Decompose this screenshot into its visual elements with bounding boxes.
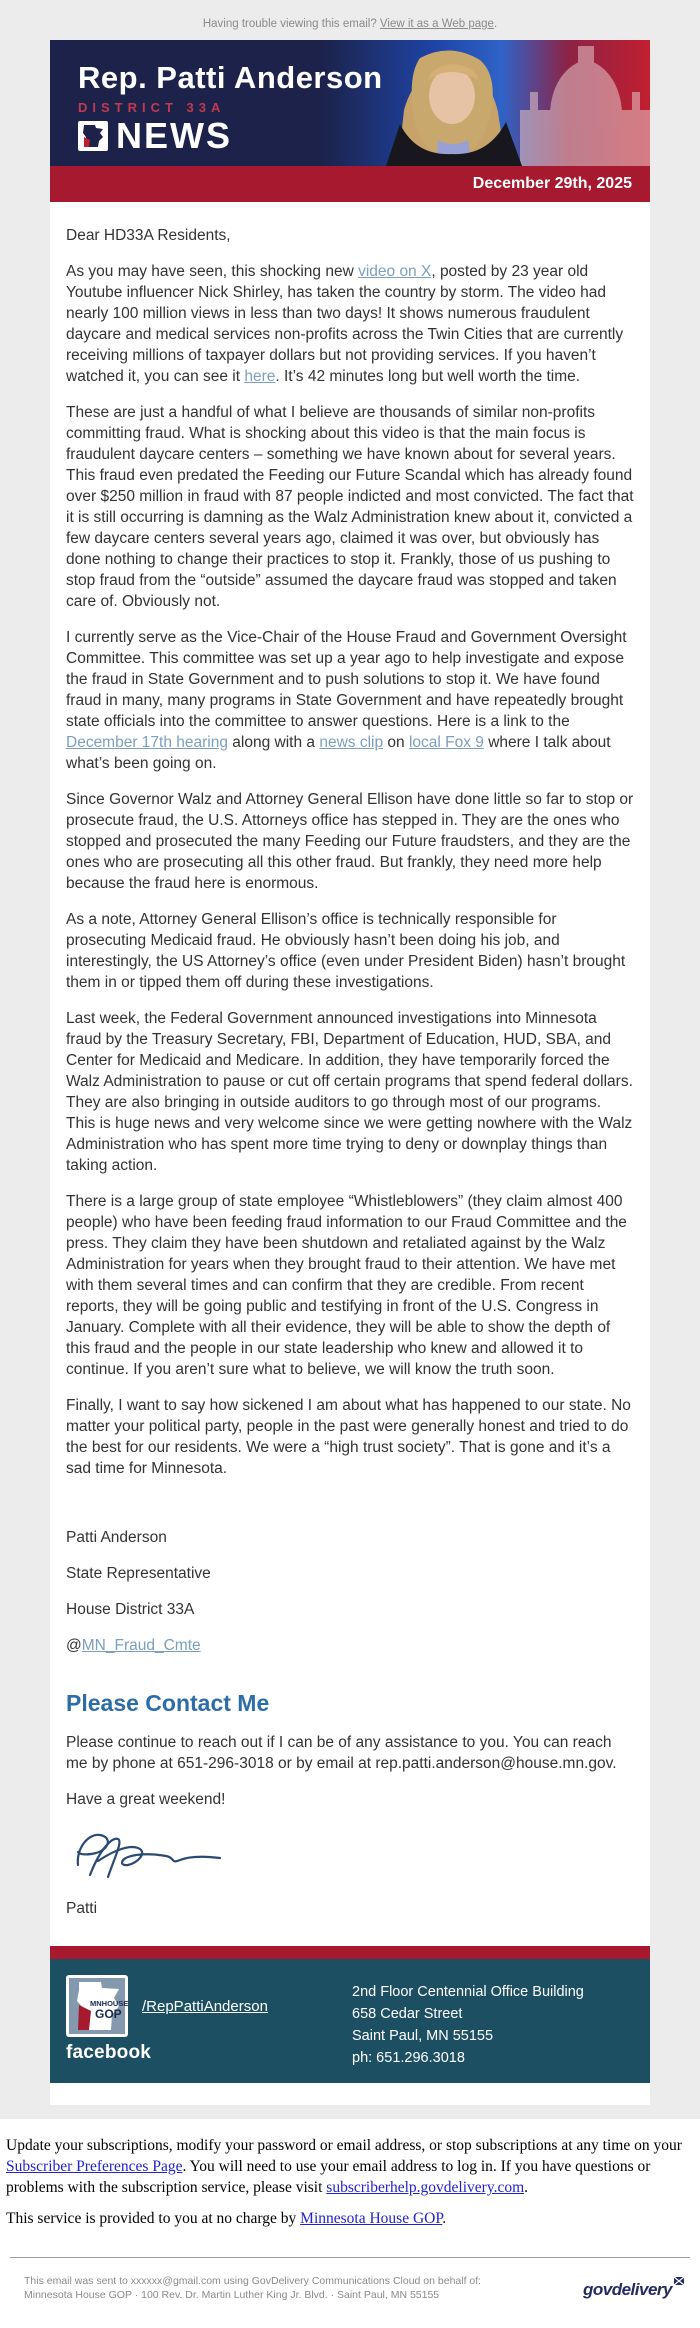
office-address [352,1975,584,2069]
body-paragraphs [66,225,634,1656]
december-17th-hearing-link[interactable]: December 17th hearing [66,734,228,751]
body-paragraph: These are just a handful of what I believe are thousands of similar non-profits committing fraud. What is shocking about this video is that the main focus is fraudulent daycare centers – something we have known about for several years. This fraud even predated the Feeding our Future Scandal which has already found over $250 million in fraud with 87 people indicted and most convicted. The fact that it is still occurring is damning as the Walz Administration knew about it, convicted a few daycare centers several years ago, claimed it was over, but obviously has done nothing to change their practices to stop it. Frankly, those of us pushing to stop fraud from the “outside” assumed the daycare fraud was stopped and taken care of. Obviously not. [66,404,634,610]
footer-red-strip [50,1946,650,1959]
here-link[interactable]: here [244,368,276,385]
view-as-webpage-line: Having trouble viewing this email? View it as a Web page. [202,18,498,30]
rep-name-title: Rep. Patti Anderson [78,60,383,95]
body-paragraph: As a note, Attorney General Ellison’s office is technically responsible for prosecuting Medicaid fraud. He obviously hasn’t been doing his job, and interestingly, the US Attorney’s office (even under President Biden) hasn’t brought them in or tipped them off during these investigations. [66,911,626,991]
body-paragraph: As you may have seen, this shocking new video on X, posted by 23 year old Youtube influencer Nick Shirley, has taken the country by storm. The video had nearly 100 million views in less than two days! It shows numerous fraudulent daycare and medical services non-profits across the Twin Cities that are currently receiving millions of taxpayer dollars but not providing services. If you haven’t watched it, you can see it here. It’s 42 minutes long but well worth the time. [66,263,624,385]
divider [10,2257,690,2258]
body-paragraph: I currently serve as the Vice-Chair of the House Fraud and Government Oversight Committee. This committee was set up a year ago to help investigate and expose the fraud in State Government and to push solutions to stop it. We have found fraud in many, many programs in State Government and have repeatedly brought state officials into the committee to answer questions. Here is a link to the December 17th hearing along with a news clip on local Fox 9 where I talk about what’s been going on. [66,629,627,772]
minnesota-house-gop-link[interactable]: Minnesota House GOP [300,2210,443,2227]
preheader-text: Having trouble viewing this email? [202,18,380,30]
contact-heading: Please Contact Me [66,1690,270,1716]
subscriber-preferences-link[interactable]: Subscriber Preferences Page [6,2158,183,2175]
twitter-handle-line: @MN_Fraud_Cmte [66,1637,201,1654]
body-paragraph: There is a large group of state employee “Whistleblowers” (they claim almost 400 people) who have been feeding fraud information to our Fraud Committee and the press. They claim they have been shutdown and retaliated against by the Walz Administration for years when they brought fraud to their attention. We have met with them several times and can confirm that they are credible. From recent reports, they will be going public and testifying in front of the U.S. Congress in January. Complete with all their evidence, they will be able to show the depth of this fraud and the people in our state leadership who knew and allowed it to continue. If you aren’t sure what to believe, we will know the truth soon. [66,1193,627,1378]
govdelivery-logo: govdelivery [583,2280,686,2300]
subscription-section [0,2119,700,2328]
view-as-web-page-link[interactable]: View it as a Web page [379,18,494,30]
local-fox-9-link[interactable]: local Fox 9 [408,734,484,751]
mnhouse-gop-footer-logo [66,1975,128,2037]
address-line: 2nd Floor Centennial Office Building [352,1984,584,2000]
address-line: ph: 651.296.3018 [352,2050,465,2066]
closing-line: Have a great weekend! [66,1791,226,1808]
contact-paragraph: Please continue to reach out if I can be of any assistance to you. You can reach me by phone at 651-296-3018 or by email at rep.patti.anderson@house.mn.gov. [66,1734,617,1772]
salutation: Dear HD33A Residents, [66,227,231,244]
signoff-title: State Representative [66,1565,211,1582]
mnhouse-gop-logo-icon [78,121,108,151]
mn-fraud-cmte-link[interactable]: MN_Fraud_Cmte [81,1637,201,1654]
logo-text-bottom: GOP [95,2007,122,2021]
signature-image [68,1825,243,1883]
subscriberhelp-link[interactable]: subscriberhelp.govdelivery.com [326,2179,525,2196]
address-line: Saint Paul, MN 55155 [352,2028,494,2044]
logo-text-top: MNHOUSE [90,1999,128,2008]
signoff-district: House District 33A [66,1601,195,1618]
email-container [50,40,650,2105]
address-line: 658 Cedar Street [352,2006,463,2022]
body-paragraph: Update your subscriptions, modify your password or email address, or stop subscriptions at any time on your Subscriber Preferences Page. You will need to use your email address to log in. If you have questions or problems with the subscription service, please visit subscriberhelp.govdelivery.com. [6,2137,682,2196]
facebook-logo: facebook [66,2042,152,2063]
header-banner [50,40,650,166]
body-paragraph: Since Governor Walz and Attorney General Ellison have done little so far to stop or prosecute fraud, the U.S. Attorneys office has stepped in. They are the ones who stopped and prosecuted the many Feeding our Future fraudsters, and they are the ones who are prosecuting all this other fraud. But frankly, they need more help because the fraud here is enormous. [66,791,634,892]
date-bar: December 29th, 2025 [50,166,650,202]
news-clip-link[interactable]: news clip [319,734,384,751]
signoff-name: Patti Anderson [66,1529,167,1546]
container-bottom-padding [50,2083,650,2105]
body-paragraph: Last week, the Federal Government announced investigations into Minnesota fraud by the Treasury Secretary, FBI, Department of Education, HUD, SBA, and Center for Medicaid and Medicare. In addition, they have temporarily forced the Walz Administration to pause or cut off certain programs that spend federal dollars. They are also bringing in outside auditors to go through most of our programs. This is huge news and very welcome since we were getting nowhere with the Walz Administration who has spent more time trying to deny or downplay things than taking action. [66,1010,633,1174]
footer [50,1959,650,2083]
email-body [50,202,650,1946]
body-paragraph: Finally, I want to say how sickened I am about what has happened to our state. No matter your political party, people in the past were generally honest and tried to do the best for our residents. We were a “high trust society”. That is gone and it’s a sad time for Minnesota. [66,1397,631,1477]
news-label: NEWS [116,115,232,156]
district-label: DISTRICT 33A [78,100,226,115]
video-on-x-link[interactable]: video on X [358,263,432,280]
sent-to-smallprint: This email was sent to xxxxxx@gmail.com using GovDelivery Communications Cloud on behalf of: Minnesota House GOP · 100 Rev. Dr. Martin Luther King Jr. Blvd. · Saint Paul, MN 55155 [24,2275,482,2301]
body-paragraph: This service is provided to you at no charge by Minnesota House GOP. [6,2210,447,2227]
subscription-paragraphs [6,2135,694,2229]
signature-name: Patti [66,1900,98,1917]
facebook-handle-link[interactable]: /RepPattiAnderson [142,1997,268,2015]
govdelivery-flag-icon [673,2276,686,2289]
